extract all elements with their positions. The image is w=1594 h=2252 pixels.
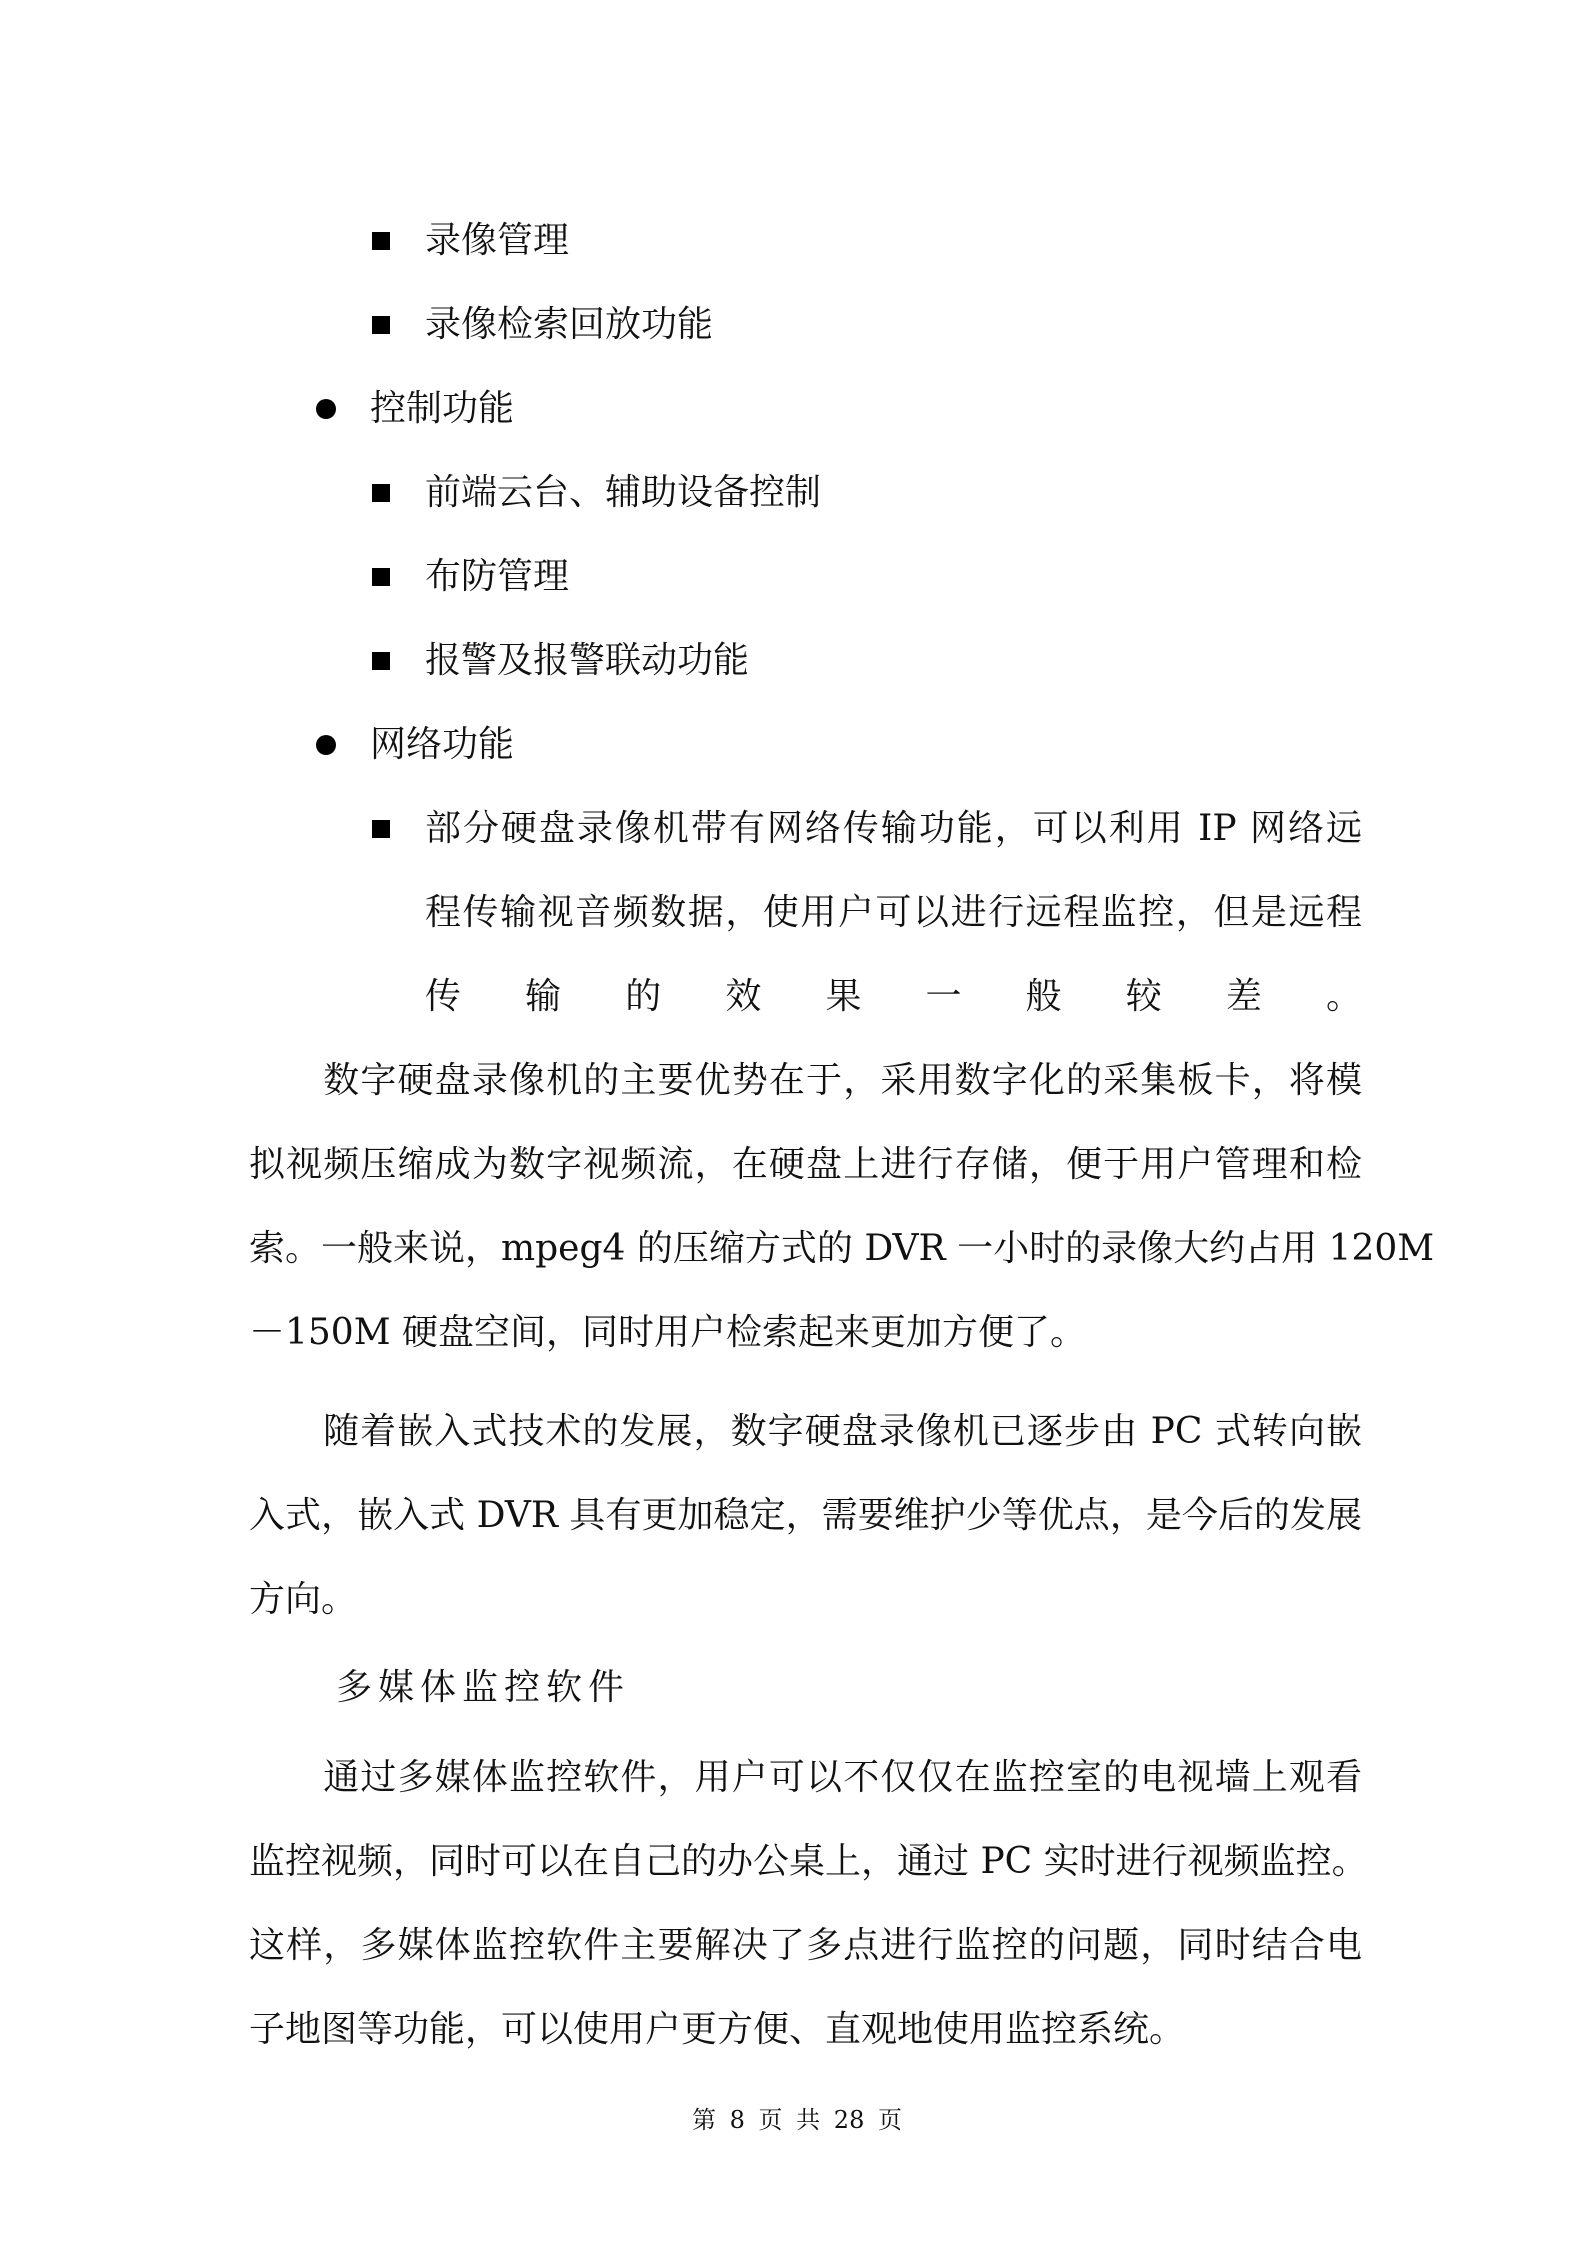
list-item: 前端云台、辅助设备控制 xyxy=(425,472,822,513)
paragraph-line: 索。一般来说，mpeg4 的压缩方式的 DVR 一小时的录像大约占用 120M xyxy=(249,1228,1435,1269)
list-item: 报警及报警联动功能 xyxy=(425,640,750,681)
section-heading: 多媒体监控软件 xyxy=(336,1667,631,1708)
paragraph-line: 入式，嵌入式 DVR 具有更加稳定，需要维护少等优点，是今后的发展 xyxy=(249,1495,1362,1536)
square-bullet-icon xyxy=(372,484,390,502)
paragraph-line: －150M 硬盘空间，同时用户检索起来更加方便了。 xyxy=(249,1312,1087,1353)
list-heading-control: 控制功能 xyxy=(370,388,515,429)
paragraph-line: 这样，多媒体监控软件主要解决了多点进行监控的问题，同时结合电 xyxy=(249,1925,1362,1966)
list-item: 录像管理 xyxy=(425,220,570,261)
paragraph-line: 通过多媒体监控软件，用户可以不仅仅在监控室的电视墙上观看 xyxy=(249,1757,1362,1798)
page-footer: 第 8 页 共 28 页 xyxy=(692,2106,902,2134)
paragraph-line: 随着嵌入式技术的发展，数字硬盘录像机已逐步由 PC 式转向嵌 xyxy=(249,1411,1362,1452)
list-heading-network: 网络功能 xyxy=(370,724,515,765)
paragraph-line: 子地图等功能，可以使用户更方便、直观地使用监控系统。 xyxy=(249,2009,1186,2050)
circle-bullet-icon xyxy=(316,735,336,755)
square-bullet-icon xyxy=(372,820,390,838)
circle-bullet-icon xyxy=(316,399,336,419)
square-bullet-icon xyxy=(372,568,390,586)
paragraph-line: 数字硬盘录像机的主要优势在于，采用数字化的采集板卡，将模 xyxy=(249,1060,1362,1101)
paragraph-line: 拟视频压缩成为数字视频流，在硬盘上进行存储，便于用户管理和检 xyxy=(249,1144,1362,1185)
list-item-line: 程传输视音频数据，使用户可以进行远程监控，但是远程 xyxy=(425,892,1362,933)
list-item-line: 部分硬盘录像机带有网络传输功能，可以利用 IP 网络远 xyxy=(425,808,1362,849)
square-bullet-icon xyxy=(372,232,390,250)
square-bullet-icon xyxy=(372,316,390,334)
list-item: 布防管理 xyxy=(425,556,570,597)
list-item-line: 传输的效果一般较差。 xyxy=(425,976,1362,1017)
paragraph-line: 方向。 xyxy=(249,1579,358,1620)
paragraph-line: 监控视频，同时可以在自己的办公桌上，通过 PC 实时进行视频监控。 xyxy=(249,1841,1368,1882)
square-bullet-icon xyxy=(372,652,390,670)
list-item: 录像检索回放功能 xyxy=(425,304,714,345)
